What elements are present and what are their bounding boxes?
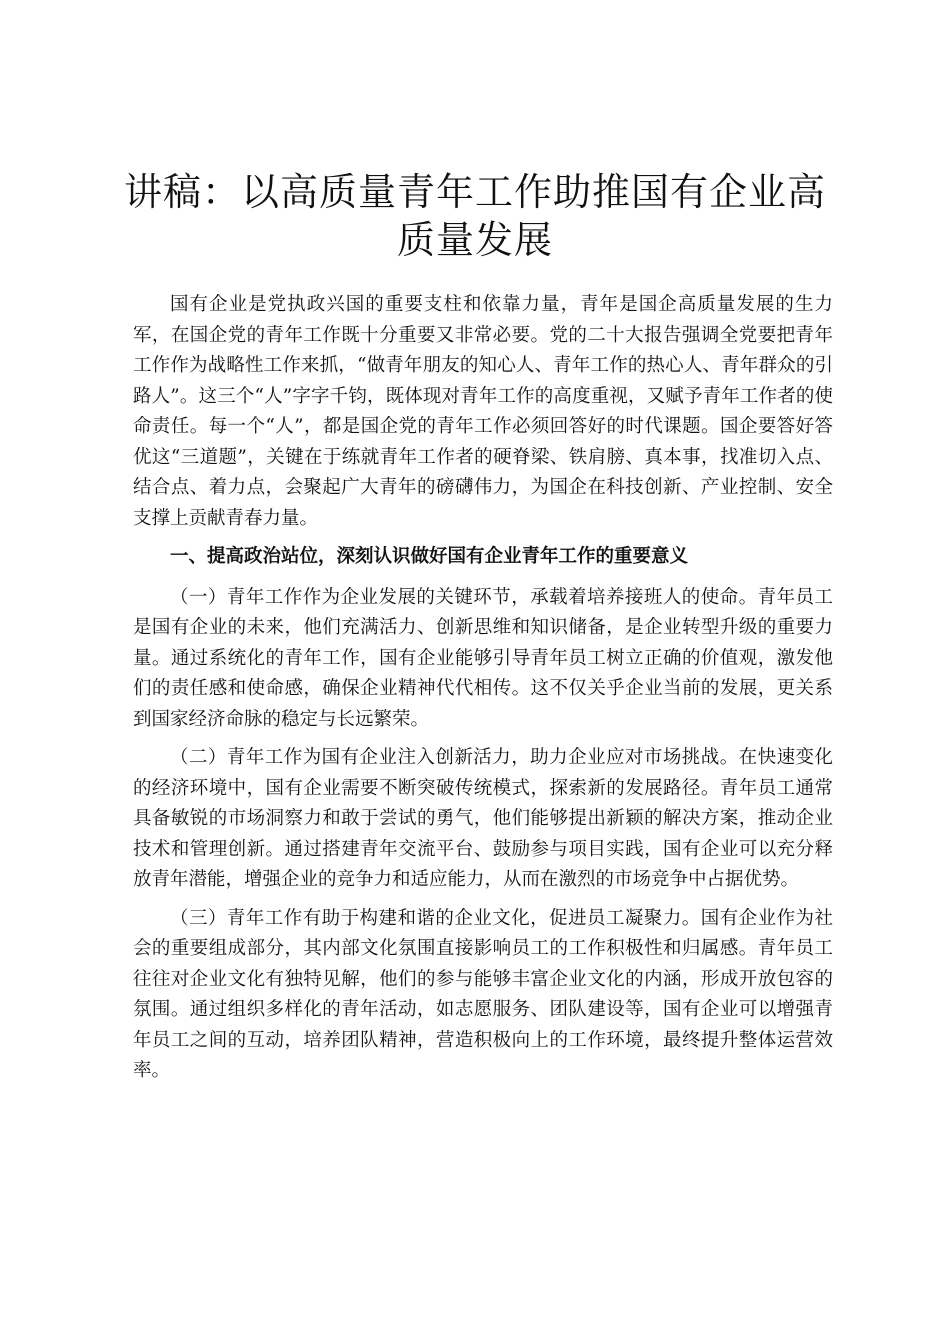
- document-body: [133, 290, 833, 1095]
- section-heading: 一、提高政治站位，深刻认识做好国有企业青年工作的重要意义: [170, 546, 689, 567]
- section-paragraph-1: （一）青年工作作为企业发展的关键环节，承载着培养接班人的使命。青年员工是国有企业的未来，他们充满活力、创新思维和知识储备，是企业转型升级的重要力量。通过系统化的青年工作，国有企业能够引导青年员工树立正确的价值观，激发他们的责任感和使命感，确保企业精神代代相传。这不仅关乎企业当前的发展，更关系到国家经济命脉的稳定与长远繁荣。: [133, 586, 833, 730]
- document-title: 讲稿：以高质量青年工作助推国有企业高质量发展: [123, 170, 826, 262]
- section-paragraph-2: （二）青年工作为国有企业注入创新活力，助力企业应对市场挑战。在快速变化的经济环境中，国有企业需要不断突破传统模式，探索新的发展路径。青年员工通常具备敏锐的市场洞察力和敢于尝试的勇气，他们能够提出新颖的解决方案，推动企业技术和管理创新。通过搭建青年交流平台、鼓励参与项目实践，国有企业可以充分释放青年潜能，增强企业的竞争力和适应能力，从而在激烈的市场竞争中占据优势。: [133, 747, 833, 890]
- intro-paragraph: 国有企业是党执政兴国的重要支柱和依靠力量，青年是国企高质量发展的生力军，在国企党的青年工作既十分重要又非常必要。党的二十大报告强调全党要把青年工作作为战略性工作来抓，“做青年朋友的知心人、青年工作的热心人、青年群众的引路人”。这三个“人”字字千钧，既体现对青年工作的高度重视，又赋予青年工作者的使命责任。每一个“人”，都是国企党的青年工作必须回答好的时代课题。国企要答好答优这“三道题”，关键在于练就青年工作者的硬脊梁、铁肩膀、真本事，找准切入点、结合点、着力点，会聚起广大青年的磅礴伟力，为国企在科技创新、产业控制、安全支撑上贡献青春力量。: [133, 294, 833, 529]
- section-paragraph-3: （三）青年工作有助于构建和谐的企业文化，促进员工凝聚力。国有企业作为社会的重要组成部分，其内部文化氛围直接影响员工的工作积极性和归属感。青年员工往往对企业文化有独特见解，他们的参与能够丰富企业文化的内涵，形成开放包容的氛围。通过组织多样化的青年活动，如志愿服务、团队建设等，国有企业可以增强青年员工之间的互动，培养团队精神，营造积极向上的工作环境，最终提升整体运营效率。: [133, 907, 833, 1081]
